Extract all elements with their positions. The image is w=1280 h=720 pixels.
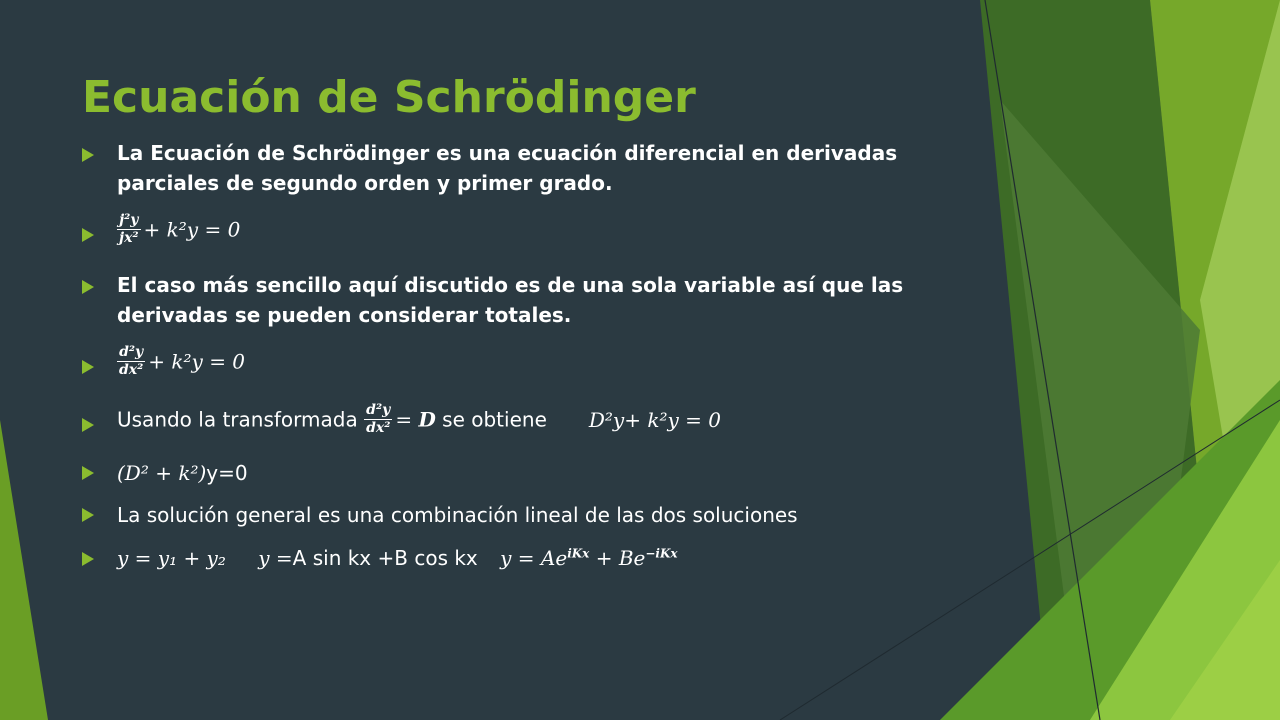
math-segment: y = Ae [500, 546, 568, 570]
text-segment: Usando la transformada [117, 407, 365, 432]
slide-title: Ecuación de Schrödinger [82, 72, 696, 123]
text-line-1: El caso más sencillo aquí discutido es de una sola variable así que las [117, 273, 904, 297]
fraction-numerator: d²y [117, 344, 145, 362]
left-green-triangle [0, 420, 48, 720]
text-segment: se obtiene [435, 407, 547, 432]
result-equation: D²y+ k²y = 0 [588, 407, 721, 432]
text-segment: La [117, 141, 151, 165]
equation-rest: + k²y = 0 [143, 217, 241, 242]
bullet-arrow-icon [82, 280, 94, 294]
text-line-2: derivadas se pueden considerar totales. [117, 303, 572, 327]
fraction-numerator: j²y [117, 212, 141, 230]
text-segment: es una ecuación diferencial en derivadas [429, 141, 898, 165]
bullet-arrow-icon [82, 228, 94, 242]
bullet-text [117, 270, 903, 330]
equation-rest: + k²y = 0 [148, 349, 246, 374]
text-line-2: parciales de segundo orden y primer grado. [117, 171, 613, 195]
equation [117, 543, 678, 573]
bullet-arrow-icon [82, 360, 94, 374]
math-segment: + Be [589, 546, 646, 570]
trig-solution: A sin kx +B cos kx [292, 546, 478, 570]
math-segment: y = [258, 546, 293, 570]
equals-sign: = [395, 407, 419, 432]
bullet-text [117, 402, 721, 437]
fraction [117, 212, 141, 247]
fraction-numerator: d²y [364, 402, 392, 420]
bullet-arrow-icon [82, 466, 94, 480]
fraction-denominator: dx² [366, 420, 391, 436]
text-bold-term: Ecuación de Schrödinger [150, 141, 430, 165]
text-segment: y=0 [206, 461, 248, 485]
superposition-equation: y = y₁ + y₂ [117, 546, 226, 570]
fraction-denominator: jx² [119, 230, 139, 246]
bullet-arrow-icon [82, 552, 94, 566]
fraction-denominator: dx² [119, 362, 144, 378]
operator-D: D [418, 407, 436, 432]
bullet-arrow-icon [82, 418, 94, 432]
fraction [364, 402, 392, 437]
math-segment: (D² + k²) [117, 461, 207, 485]
bullet-text: La solución general es una combinación lineal de las dos soluciones [117, 503, 798, 527]
bullet-arrow-icon [82, 148, 94, 162]
equation [117, 212, 240, 247]
equation [117, 344, 245, 379]
bullet-text [117, 138, 897, 198]
exponent: −iKx [645, 546, 678, 561]
fraction [117, 344, 145, 379]
equation [117, 458, 248, 488]
exponent: iKx [567, 546, 590, 561]
bullet-arrow-icon [82, 508, 94, 522]
